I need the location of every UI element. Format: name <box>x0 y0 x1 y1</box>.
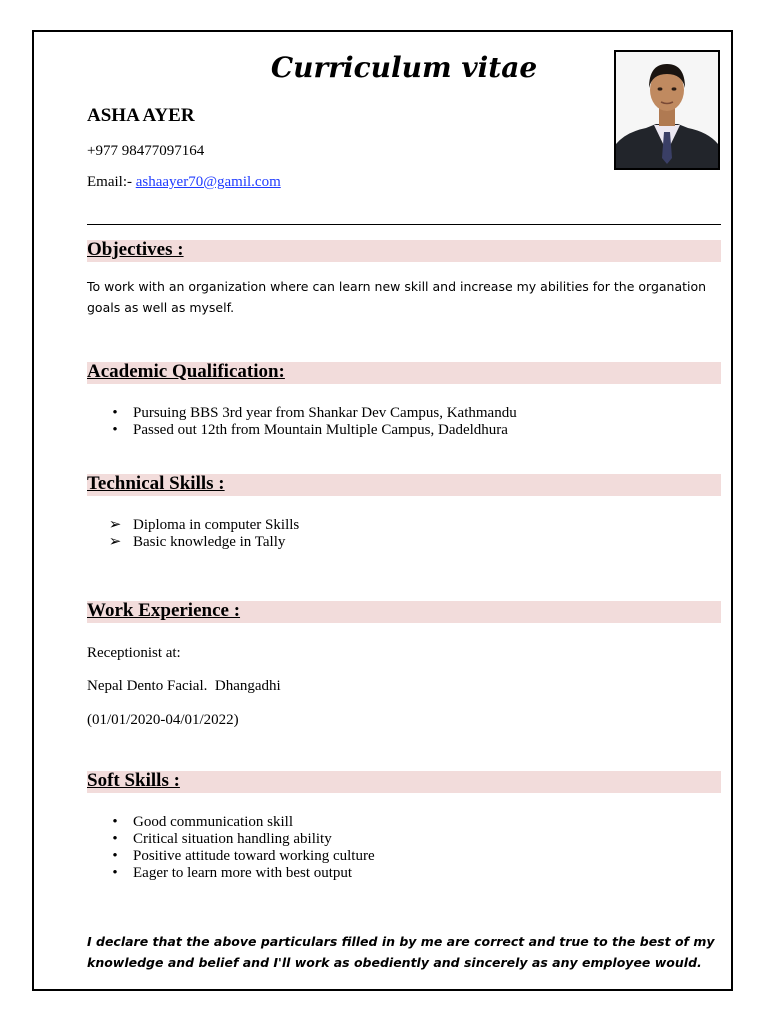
candidate-name: ASHA AYER <box>87 105 195 126</box>
academic-list <box>87 405 517 439</box>
arrow-bullet-icon: ➢ <box>108 534 122 550</box>
phone-number: +977 98477097164 <box>87 143 205 159</box>
soft-skills-heading: Soft Skills : <box>87 770 180 791</box>
objectives-text: To work with an organization where can learn new skill and increase my abilities for the organation goals as well as myself. <box>87 279 707 315</box>
portrait-illustration <box>616 52 718 168</box>
list-item: • Pursuing BBS 3rd year from Shankar Dev Campus, Kathmandu <box>87 405 517 422</box>
technical-heading: Technical Skills : <box>87 473 225 494</box>
email-label: Email:- <box>87 174 136 190</box>
list-item: ➢ Basic knowledge in Tally <box>108 534 286 550</box>
objectives-section-header <box>87 240 721 262</box>
bullet-icon: • <box>112 422 118 438</box>
list-item: • Good communication skill <box>87 814 375 831</box>
work-period: (01/01/2020-04/01/2022) <box>87 712 239 728</box>
bullet-icon: • <box>112 814 118 830</box>
bullet-icon: • <box>112 848 118 864</box>
declaration-text: I declare that the above particulars filled in by me are correct and true to the best of my knowledge and belief and I'll work as obediently and sincerely as any employee would. <box>87 934 715 970</box>
list-item: ➢ Diploma in computer Skills <box>108 517 300 533</box>
arrow-bullet-icon: ➢ <box>108 517 122 533</box>
header-divider <box>87 224 721 225</box>
bullet-icon: • <box>112 831 118 847</box>
list-item: • Positive attitude toward working culture <box>87 848 375 865</box>
profile-photo <box>614 50 720 170</box>
list-item: • Eager to learn more with best output <box>87 865 375 882</box>
work-company: Nepal Dento Facial. Dhangadhi <box>87 678 281 694</box>
list-item: • Passed out 12th from Mountain Multiple Campus, Dadeldhura <box>87 422 517 439</box>
bullet-icon: • <box>112 405 118 421</box>
soft-skills-list <box>87 814 375 882</box>
academic-section-header <box>87 362 721 384</box>
technical-list <box>87 517 299 551</box>
work-section-header <box>87 601 721 623</box>
document-title: Curriculum vitae <box>270 51 538 84</box>
list-item: • Critical situation handling ability <box>87 831 375 848</box>
academic-heading: Academic Qualification: <box>87 361 285 382</box>
bullet-icon: • <box>112 865 118 881</box>
work-heading: Work Experience : <box>87 600 241 621</box>
work-role: Receptionist at: <box>87 645 181 661</box>
technical-section-header <box>87 474 721 496</box>
soft-skills-section-header <box>87 771 721 793</box>
email-link[interactable]: ashaayer70@gamil.com <box>135 174 281 190</box>
email-line <box>87 173 281 191</box>
objectives-heading: Objectives : <box>87 239 184 260</box>
